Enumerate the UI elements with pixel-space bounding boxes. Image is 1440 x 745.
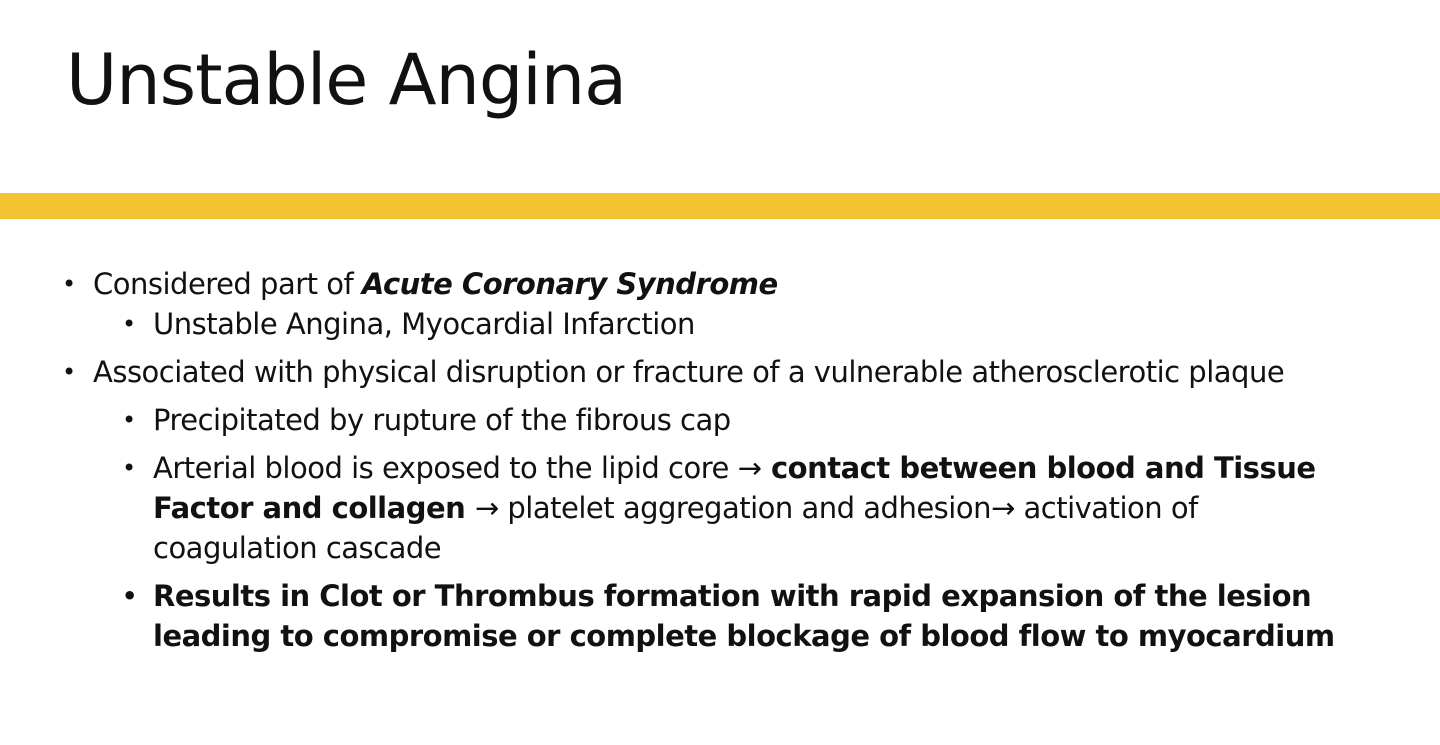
bullet-text: Arterial blood is exposed to the lipid core — [153, 451, 738, 485]
bullet-dot-icon: • — [122, 310, 136, 338]
accent-bar — [0, 193, 1440, 219]
slide-title: Unstable Angina — [66, 39, 627, 121]
bullet-text: Results in Clot or Thrombus formation with rapid expansion of the lesion leading to compromise or complete blockage of blood flow to myocardium — [153, 579, 1335, 653]
bullet-acute-coronary-syndrome — [0, 264, 1440, 304]
sub-bullet-cascade — [0, 448, 1363, 568]
arrow-icon: → — [474, 491, 499, 525]
bullet-list — [0, 264, 1440, 656]
bullet-dot-icon: • — [62, 358, 76, 386]
bullet-text: platelet aggregation and adhesion — [498, 491, 991, 525]
bullet-text: Considered part of — [93, 267, 362, 301]
bullet-dot-icon: • — [122, 454, 136, 482]
bullet-dot-icon: • — [62, 270, 76, 298]
sub-bullet-conditions — [0, 304, 1363, 344]
sub-bullet-fibrous-cap — [0, 400, 1363, 440]
bullet-dot-icon: • — [122, 582, 137, 610]
bullet-emphasis: Acute Coronary Syndrome — [361, 267, 778, 301]
bullet-text: Precipitated by rupture of the fibrous cap — [153, 403, 731, 437]
bullet-text: activation of coagulation cascade — [153, 491, 1198, 565]
bullet-bold-text: contact between blood and Tissue Factor and collagen — [153, 451, 1316, 525]
sub-bullet-thrombus — [0, 576, 1363, 656]
bullet-text: Associated with physical disruption or fracture of a vulnerable atherosclerotic plaque — [93, 355, 1285, 389]
bullet-plaque-disruption — [0, 352, 1440, 392]
bullet-dot-icon: • — [122, 406, 136, 434]
bullet-text: Unstable Angina, Myocardial Infarction — [153, 307, 695, 341]
arrow-icon: → — [990, 491, 1015, 525]
arrow-icon: → — [737, 451, 762, 485]
